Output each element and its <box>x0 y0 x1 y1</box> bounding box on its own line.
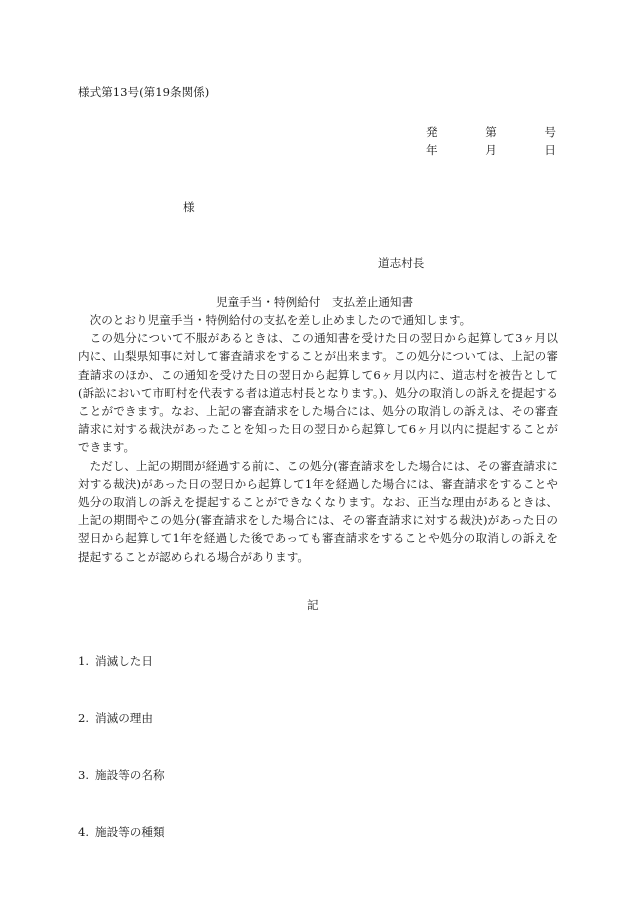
year-label: 年 <box>426 143 438 157</box>
item-number: 1. <box>78 654 90 668</box>
issue-label: 発 <box>426 125 438 139</box>
form-number: 様式第13号(第19条関係) <box>78 85 210 99</box>
ki-heading: 記 <box>307 598 319 612</box>
item-number: 3. <box>78 768 90 782</box>
sender-name: 道志村長 <box>378 256 425 270</box>
month-label: 月 <box>485 143 497 157</box>
issue-date-row <box>426 142 556 158</box>
number-suffix-label: 号 <box>544 125 556 139</box>
notice-paragraph: ただし、上記の期間が経過する前に、この処分(審査請求をした場合には、その審査請求に対する裁決)があった日の翌日から起算して1年を経過した場合には、審査請求をすることや処分の取消しの訴えを提起することができなくなります。なお、正当な理由があるときは、上記の期間やこの処分(審査請求をした場合には、その審査請求に対する裁決)があった日の翌日から起算して1年を経過した後であっても審査請求をすることや処分の取消しの訴えを提起することが認められる場合があります。 <box>78 458 558 564</box>
item-label: 施設等の種類 <box>95 825 165 839</box>
item-number: 4. <box>78 825 90 839</box>
list-item <box>78 653 153 669</box>
item-label: 施設等の名称 <box>95 768 165 782</box>
item-label: 消滅した日 <box>95 654 153 668</box>
addressee-honorific: 様 <box>183 200 195 214</box>
issue-number-row <box>426 124 556 140</box>
day-label: 日 <box>544 143 556 157</box>
list-item <box>78 710 153 726</box>
item-label: 消滅の理由 <box>95 711 153 725</box>
notice-paragraph: この処分について不服があるときは、この通知書を受けた日の翌日から起算して3ヶ月以内に、山梨県知事に対して審査請求をすることが出来ます。この処分については、上記の審査請求のほか、この通知を受けた日の翌日から起算して6ヶ月以内に、道志村を被告として(訴訟において市町村を代表する者は道志村長となります。)、処分の取消しの訴えを提起することができます。なお、上記の審査請求をした場合には、処分の取消しの訴えは、その審査請求に対する裁決があったことを知った日の翌日から起算して6ヶ月以内に提起することができます。 <box>78 331 558 455</box>
notice-body <box>78 311 558 566</box>
list-item <box>78 824 165 840</box>
item-number: 2. <box>78 711 90 725</box>
number-label: 第 <box>485 125 497 139</box>
document-title: 児童手当・特例給付 支払差止通知書 <box>216 295 414 309</box>
notice-paragraph: 次のとおり児童手当・特例給付の支払を差し止めましたので通知します。 <box>89 313 472 327</box>
list-item <box>78 767 165 783</box>
